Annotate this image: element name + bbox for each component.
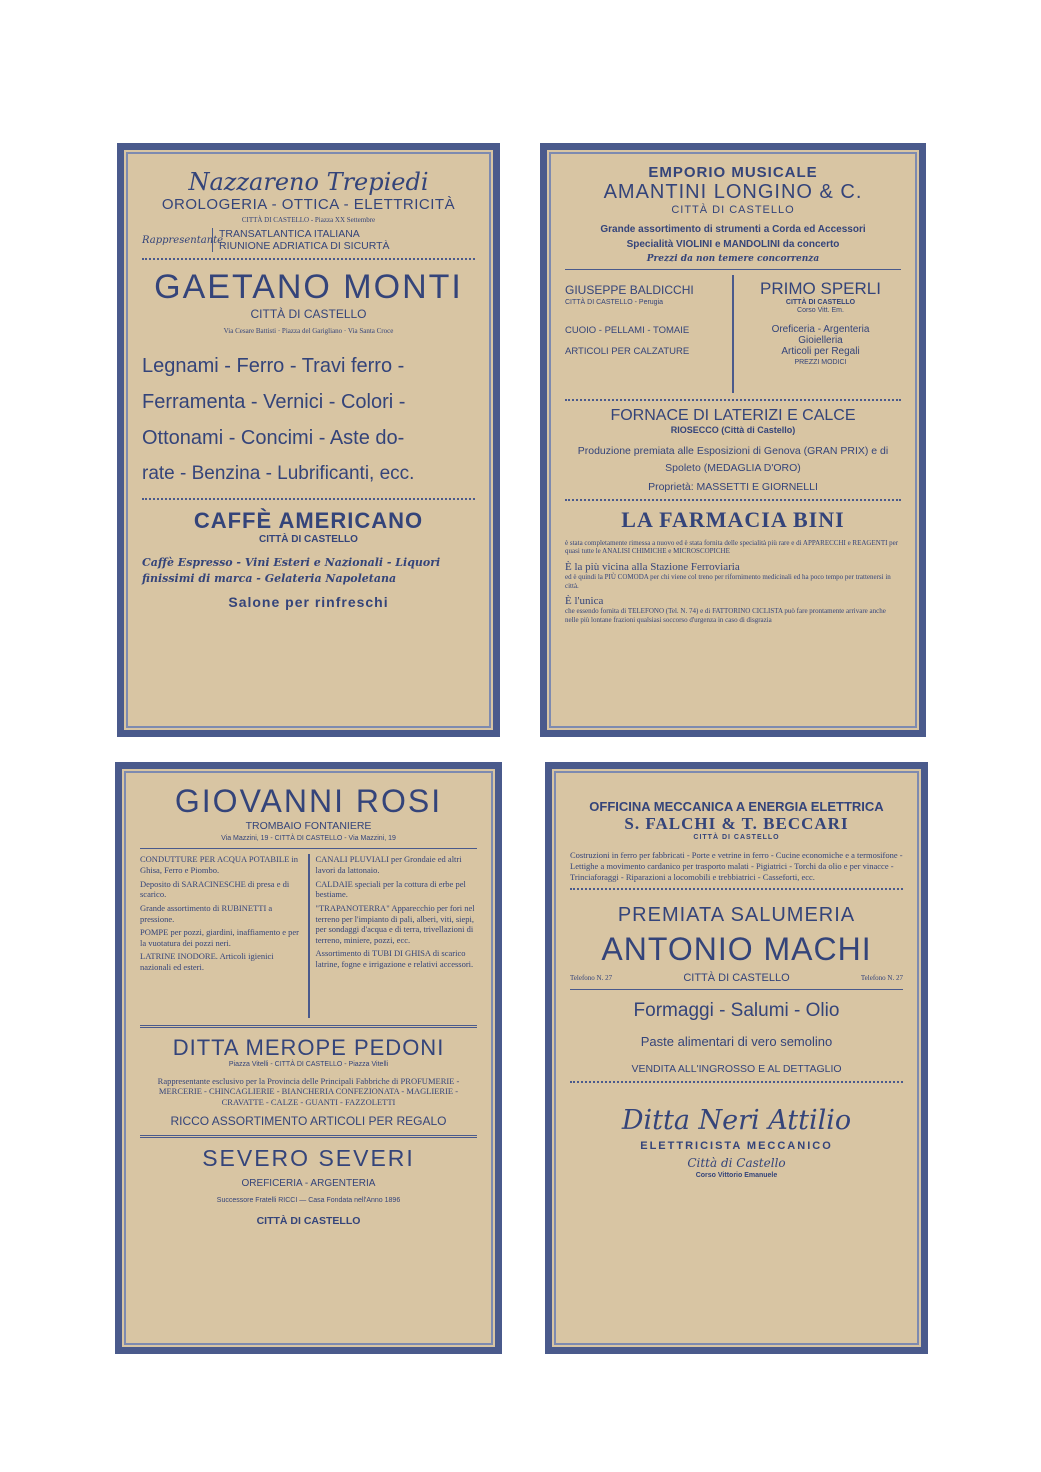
farmacia-text-3a: È l'unica	[565, 595, 604, 608]
fornace-prod: Produzione premiata alle Esposizioni di Genova (GRAN PRIX) e di Spoleto (MEDAGLIA D'ORO)	[577, 445, 889, 474]
baldicchi-artic: ARTICOLI PER CALZATURE	[565, 346, 690, 358]
pedoni-via: Piazza Vitelli - CITTÀ DI CASTELLO - Piazza Vitelli	[228, 1061, 389, 1069]
rosi-right-4: Assortimento di TUBI DI GHISA di scarico latrine, fogne e irrigazione e relativi accessori.	[315, 948, 474, 970]
monti-city: CITTÀ DI CASTELLO	[250, 307, 367, 322]
rosi-right-1: CANALI PLUVIALI per Grondaie ed altri lavori da lattonaio.	[315, 854, 462, 876]
divider	[565, 399, 901, 401]
fornace-prop: Proprietà: MASSETTI E GIORNELLI	[648, 480, 818, 493]
machi-tel-left: Telefono N. 27	[570, 974, 613, 983]
baldicchi-name: GIUSEPPE BALDICCHI	[565, 283, 694, 297]
caffe-city: CITTÀ DI CASTELLO	[259, 533, 358, 545]
page-rosi-pedoni-severi	[115, 762, 502, 1354]
fornace-rio: RIOSECCO (Città di Castello)	[670, 425, 796, 435]
neri-elettr: ELETTRICISTA MECCANICO	[640, 1140, 833, 1153]
severi-city: CITTÀ DI CASTELLO	[256, 1215, 361, 1228]
machi-title: ANTONIO MACHI	[601, 931, 872, 968]
falchi-desc: Costruzioni in ferro per fabbricati - Porte e vetrine in ferro - Cucine economiche e a termosifone - Lettighe a movimento cardanico per trasporto malati - Pigiatrici - Torchi da olio e per vinacce - Trinciaforaggi - Riparazioni a locomobili e trebbiatrici - Casseforti, ecc.	[570, 850, 903, 882]
divider	[565, 499, 901, 501]
sperli-oref: Oreficeria - Argenteria	[771, 323, 870, 335]
caffe-title: CAFFÈ AMERICANO	[193, 507, 424, 533]
emporio-title: EMPORIO MUSICALE	[648, 164, 818, 181]
divider	[570, 888, 903, 890]
divider	[565, 269, 901, 270]
rep-2: RIUNIONE ADRIATICA DI SICURTÀ	[219, 240, 390, 253]
emporio-prezzi: Prezzi da non temere concorrenza	[646, 254, 820, 264]
rosi-right-3: "TRAPANOTERRA" Apparecchio per fori nel terreno per l'impianto di pali, alberi, viti, siepi, per sondaggi d'acqua e di terra, trivellazioni di terreno, miniere, pozzi, ecc.	[315, 902, 475, 945]
rep-label: Rappresentante	[142, 234, 224, 246]
rosi-left-3: Grande assortimento di RUBINETTI a pressione.	[140, 902, 273, 924]
rosi-via: Via Mazzini, 19 - CITTÀ DI CASTELLO - Via Mazzini, 19	[221, 835, 396, 842]
machi-formaggi: Formaggi - Salumi - Olio	[633, 1000, 840, 1022]
sperli-modici: PREZZI MODICI	[794, 358, 847, 366]
monti-street: Via Cesare Battisti · Piazza del Garigliano · Via Santa Croce	[223, 327, 394, 336]
rosi-left-1: CONDUTTURE PER ACQUA POTABILE in Ghisa, Ferro e Piombo.	[140, 854, 298, 876]
monti-goods-2: Ferramenta - Vernici - Colori -	[142, 390, 406, 413]
farmacia-text-3b: che essendo fornita di TELEFONO (Tel. N. 74) e di FATTORINO CICLISTA può fare prontamente arrivare anche nelle più lontane frazioni qualsiasi soccorso d'urgenza in caso di disgrazia	[565, 607, 886, 624]
pedoni-ricco: RICCO ASSORTIMENTO ARTICOLI PER REGALO	[170, 1113, 447, 1128]
divider	[140, 1025, 477, 1028]
divider	[140, 848, 477, 849]
rep-1: TRANSATLANTICA ITALIANA	[219, 228, 360, 241]
emporio-city: CITTÀ DI CASTELLO	[671, 204, 795, 216]
divider	[142, 498, 475, 500]
amantini-title: AMANTINI LONGINO & C.	[603, 181, 863, 203]
monti-goods-1: Legnami - Ferro - Travi ferro -	[142, 354, 405, 377]
divider	[142, 258, 475, 260]
divider	[140, 1135, 477, 1138]
fornace-title: FORNACE DI LATERIZI E CALCE	[610, 407, 856, 424]
neri-title: Ditta Neri Attilio	[621, 1105, 852, 1137]
rosi-tromb: TROMBAIO FONTANIERE	[245, 820, 372, 832]
column-separator	[732, 275, 734, 393]
monti-goods-4: rate - Benzina - Lubrificanti, ecc.	[142, 462, 415, 484]
rosi-left-5: LATRINE INODORE. Articoli igienici nazionali ed esteri.	[140, 951, 274, 973]
rosi-title: GIOVANNI ROSI	[174, 783, 443, 819]
baldicchi-city: CITTÀ DI CASTELLO - Perugia	[565, 299, 664, 306]
sperli-gioi: Gioielleria	[798, 334, 843, 346]
sperli-city: CITTÀ DI CASTELLO	[785, 299, 856, 306]
sperli-regali: Articoli per Regali	[781, 345, 860, 357]
rosi-right-2: CALDAIE speciali per la cottura di erbe pel bestiame.	[315, 878, 466, 900]
trepiedi-line: OROLOGERIA - OTTICA - ELETTRICITÀ	[161, 196, 456, 213]
farmacia-title: LA FARMACIA BINI	[621, 506, 845, 532]
farmacia-text-1: è stata completamente rimessa a nuovo ed è stata fornita delle specialità più rare e di APPARECCHI e REAGENTI per quasi tutte le ANALISI CHIMICHE e MICROSCOPICHE	[565, 538, 899, 555]
salumeria-title: PREMIATA SALUMERIA	[617, 904, 856, 927]
sperli-name: PRIMO SPERLI	[760, 279, 881, 298]
trepiedi-addr: CITTÀ DI CASTELLO - Piazza XX Settembre	[241, 216, 376, 224]
severi-title: SEVERO SEVERI	[202, 1144, 415, 1171]
divider	[570, 1081, 903, 1083]
trepiedi-name: Nazzareno Trepiedi	[188, 168, 429, 196]
falchi-city: CITTÀ DI CASTELLO	[693, 834, 780, 841]
page-trepiedi-monti	[117, 143, 500, 737]
page-emporio-farmacia	[540, 143, 926, 737]
emporio-spec: Specialità VIOLINI e MANDOLINI da concerto	[626, 239, 840, 250]
machi-vendita: VENDITA ALL'INGROSSO E AL DETTAGLIO	[631, 1063, 842, 1076]
caffe-desc: Caffè Espresso - Vini Esteri e Nazionali - Liquori finissimi di marca - Gelateria Napoletana	[142, 555, 441, 586]
pedoni-title: DITTA MEROPE PEDONI	[172, 1035, 445, 1061]
caffe-salone: Salone per rinfreschi	[228, 593, 389, 610]
farmacia-text-2b: ed è quindi la PIÙ COMODA per chi viene col treno per rifornimento medicinali ed ha poco tempo per trattenersi in città.	[565, 573, 891, 590]
machi-city: CITTÀ DI CASTELLO	[683, 972, 790, 985]
officina-title: OFFICINA MECCANICA A ENERGIA ELETTRICA	[589, 799, 884, 814]
neri-corso: Corso Vittorio Emanuele	[695, 1172, 778, 1180]
severi-succ: Successore Fratelli RICCI — Casa Fondata nell'Anno 1896	[216, 1196, 401, 1204]
rosi-left-2: Deposito di SARACINESCHE di presa e di scarico.	[140, 878, 290, 900]
neri-citta: Città di Castello	[687, 1156, 786, 1171]
emporio-grande: Grande assortimento di strumenti a Corda ed Accessori	[600, 224, 866, 235]
severi-oref: OREFICERIA - ARGENTERIA	[241, 1177, 376, 1189]
monti-goods-3: Ottonami - Concimi - Aste do-	[142, 426, 405, 449]
column-separator	[308, 854, 310, 1018]
farmacia-text-2a: È la più vicina alla Stazione Ferroviaria	[565, 561, 740, 574]
rosi-left-4: POMPE per pozzi, giardini, inaffiamento e per la vuotatura dei pozzi neri.	[140, 927, 299, 948]
machi-tel-right: Telefono N. 27	[860, 974, 903, 983]
sperli-via: Corso Vitt. Em.	[797, 307, 844, 315]
divider	[570, 989, 903, 990]
baldicchi-cuoio: CUOIO - PELLAMI - TOMAIE	[565, 325, 690, 337]
pedoni-desc: Rappresentante esclusivo per la Provincia delle Principali Fabbriche di PROFUMERIE - MERCERIE - CHINCAGLIERIE - BIANCHERIA CONFEZIONATA - MAGLIERIE - CRAVATTE - CALZE - GUANTI - FAZZOLETTI	[157, 1075, 460, 1108]
monti-title: GAETANO MONTI	[154, 268, 463, 307]
machi-paste: Paste alimentari di vero semolino	[640, 1034, 833, 1050]
page-falchi-machi-neri	[545, 762, 928, 1354]
falchi-title: S. FALCHI & T. BECCARI	[624, 814, 849, 833]
